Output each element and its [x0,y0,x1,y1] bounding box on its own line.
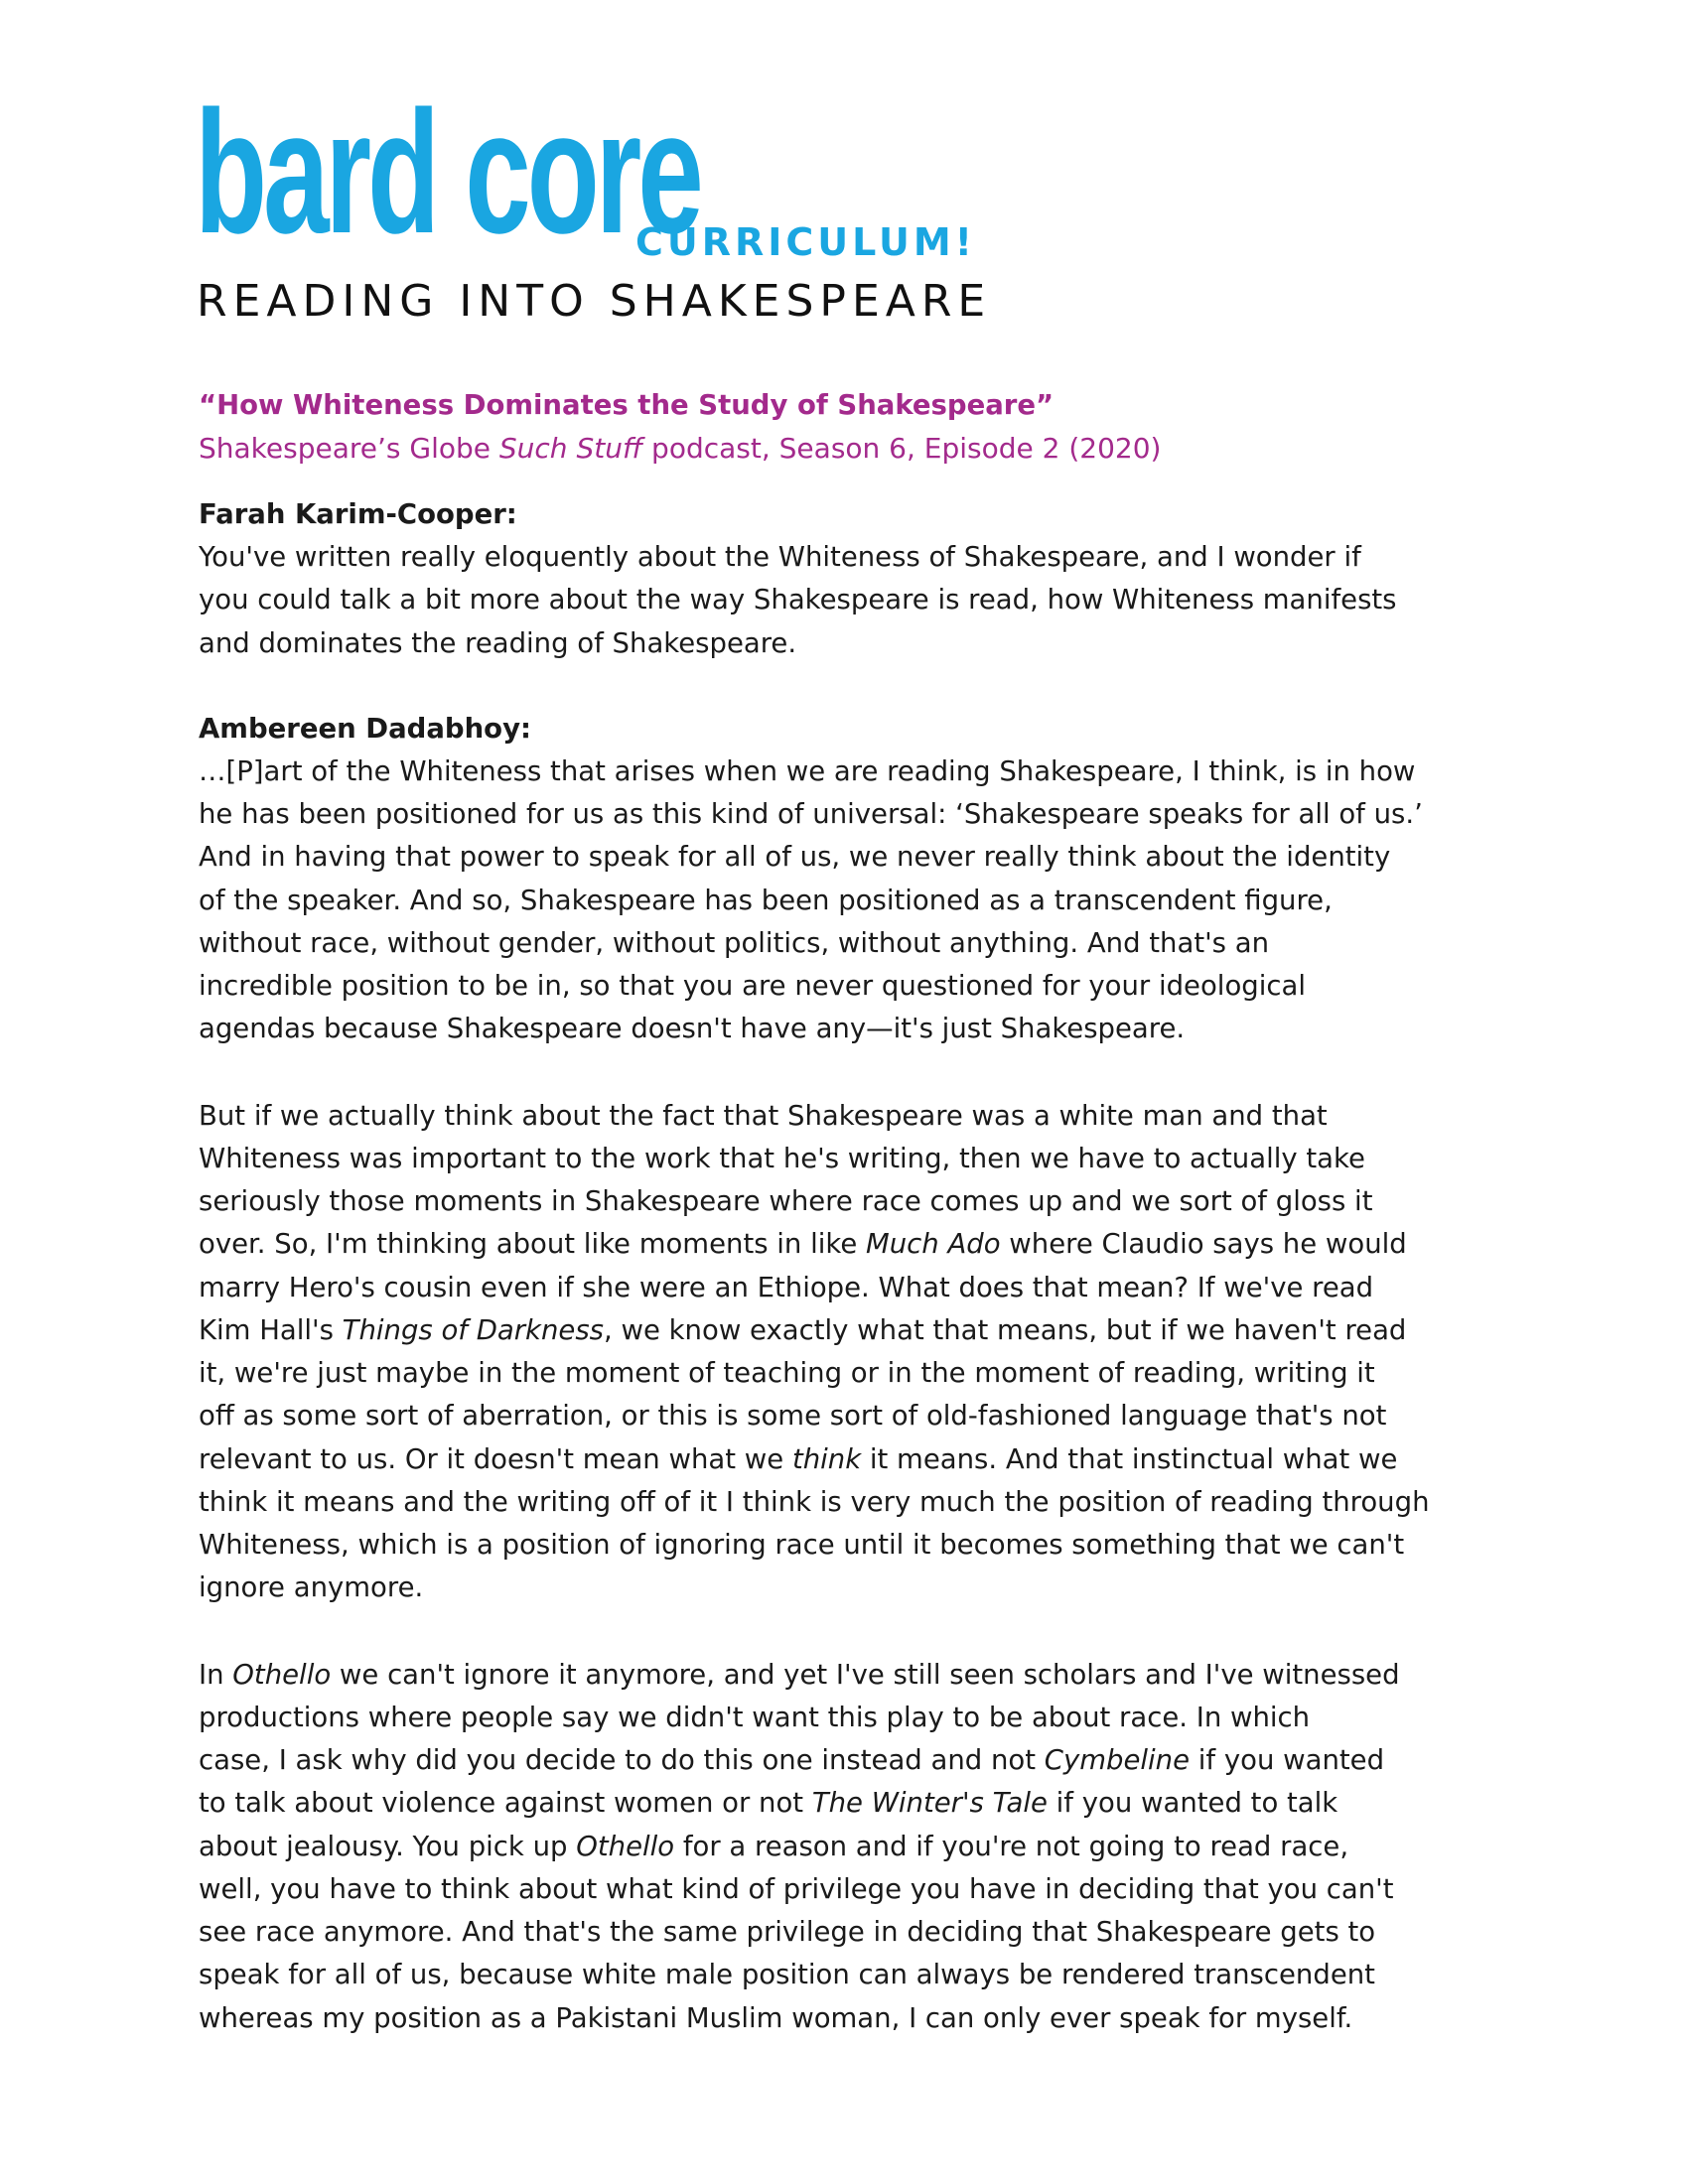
speaker-name-farah: Farah Karim-Cooper: [199,498,517,530]
paragraph-gap [199,665,1509,708]
source-suffix: podcast, Season 6, Episode 2 (2020) [642,432,1162,465]
text-run: In [199,1658,233,1691]
paragraph-line: whereas my position as a Pakistani Muslim woman, I can only ever speak for myself. [199,2001,1353,2034]
logo-subtitle: READING INTO SHAKESPEARE [197,276,992,327]
paragraph-line: without race, without gender, without politics, without anything. And that's an [199,926,1270,959]
paragraph-gap [199,1610,1509,1654]
text-run: Kim Hall's [199,1313,343,1346]
logo-curriculum: CURRICULUM! [635,220,977,264]
text-run: to talk about violence against women or not [199,1787,812,1820]
play-title-italic: Othello [232,1658,332,1691]
paragraph-line [199,1782,1509,1825]
text-run: , we know exactly what that means, but if we haven't read [604,1313,1407,1346]
document-title: “How Whiteness Dominates the Study of Shakespeare” [199,389,1055,421]
speaker-name-ambereen: Ambereen Dadabhoy: [199,712,531,745]
bard-core-logo [195,75,1049,330]
logo-wordmark: bard core [195,75,700,270]
text-run: where Claudio says he would [1000,1228,1407,1261]
paragraph-line [199,1654,1509,1697]
paragraph-line: ignore anymore. [199,1571,424,1604]
paragraph-line: seriously those moments in Shakespeare where race comes up and we sort of gloss it [199,1185,1373,1217]
paragraph-gap [199,1051,1509,1095]
source-prefix: Shakespeare’s Globe [199,432,499,465]
book-title-italic: Things of Darkness [342,1313,604,1346]
transcript-body [199,493,1509,2040]
paragraph-line [199,1739,1509,1782]
paragraph-line [199,1826,1509,1868]
paragraph-line [199,1438,1509,1481]
document-header [199,383,1499,471]
paragraph-line: incredible position to be in, so that you are never questioned for your ideological [199,970,1306,1002]
text-run: for a reason and if you're not going to read race, [674,1830,1349,1862]
paragraph-line: of the speaker. And so, Shakespeare has been positioned as a transcendent figure, [199,884,1333,916]
paragraph-line: Whiteness, which is a position of ignoring race until it becomes something that we can't [199,1529,1405,1561]
emphasis-italic: think [791,1442,862,1475]
paragraph-line: think it means and the writing off of it I think is very much the position of reading through [199,1485,1430,1518]
text-run: case, I ask why did you decide to do this one instead and not [199,1744,1045,1776]
play-title-italic: Othello [576,1830,675,1862]
text-run: over. So, I'm thinking about like moments in like [199,1228,866,1261]
paragraph-line: productions where people say we didn't want this play to be about race. In which [199,1701,1311,1733]
paragraph-line: marry Hero's cousin even if she were an Ethiope. What does that mean? If we've read [199,1271,1374,1303]
source-podcast-name: Such Stuff [498,432,643,465]
paragraph-line: …[P]art of the Whiteness that arises when we are reading Shakespeare, I think, is in how [199,754,1416,787]
paragraph-line: And in having that power to speak for all of us, we never really think about the identity [199,841,1391,874]
paragraph-line: and dominates the reading of Shakespeare. [199,626,797,659]
paragraph-line: it, we're just maybe in the moment of teaching or in the moment of reading, writing it [199,1357,1375,1389]
paragraph-line: agendas because Shakespeare doesn't have any—it's just Shakespeare. [199,1013,1186,1045]
text-run: relevant to us. Or it doesn't mean what we [199,1442,792,1475]
paragraph-line: you could talk a bit more about the way Shakespeare is read, how Whiteness manifests [199,584,1397,616]
paragraph-line: he has been positioned for us as this kind of universal: ‘Shakespeare speaks for all of us.’ [199,798,1423,830]
text-run: if you wanted to talk [1047,1787,1338,1820]
text-run: it means. And that instinctual what we [861,1442,1398,1475]
paragraph-line: You've written really eloquently about the Whiteness of Shakespeare, and I wonder if [199,541,1361,573]
paragraph-line: off as some sort of aberration, or this is some sort of old-fashioned language that's not [199,1400,1387,1433]
paragraph-line: well, you have to think about what kind of privilege you have in deciding that you can't [199,1872,1394,1905]
paragraph-line [199,1223,1509,1266]
document-source [199,427,1499,471]
text-run: we can't ignore it anymore, and yet I've still seen scholars and I've witnessed [331,1658,1400,1691]
paragraph-line: see race anymore. And that's the same privilege in deciding that Shakespeare gets to [199,1916,1376,1948]
paragraph-line: But if we actually think about the fact that Shakespeare was a white man and that [199,1099,1328,1132]
play-title-italic: The Winter's Tale [811,1787,1048,1820]
paragraph-line: speak for all of us, because white male position can always be rendered transcendent [199,1959,1375,1991]
text-run: if you wanted [1190,1744,1385,1776]
play-title-italic: Cymbeline [1044,1744,1191,1776]
play-title-italic: Much Ado [866,1228,1001,1261]
paragraph-line [199,1309,1509,1352]
paragraph-line: Whiteness was important to the work that he's writing, then we have to actually take [199,1142,1365,1174]
text-run: about jealousy. You pick up [199,1830,577,1862]
